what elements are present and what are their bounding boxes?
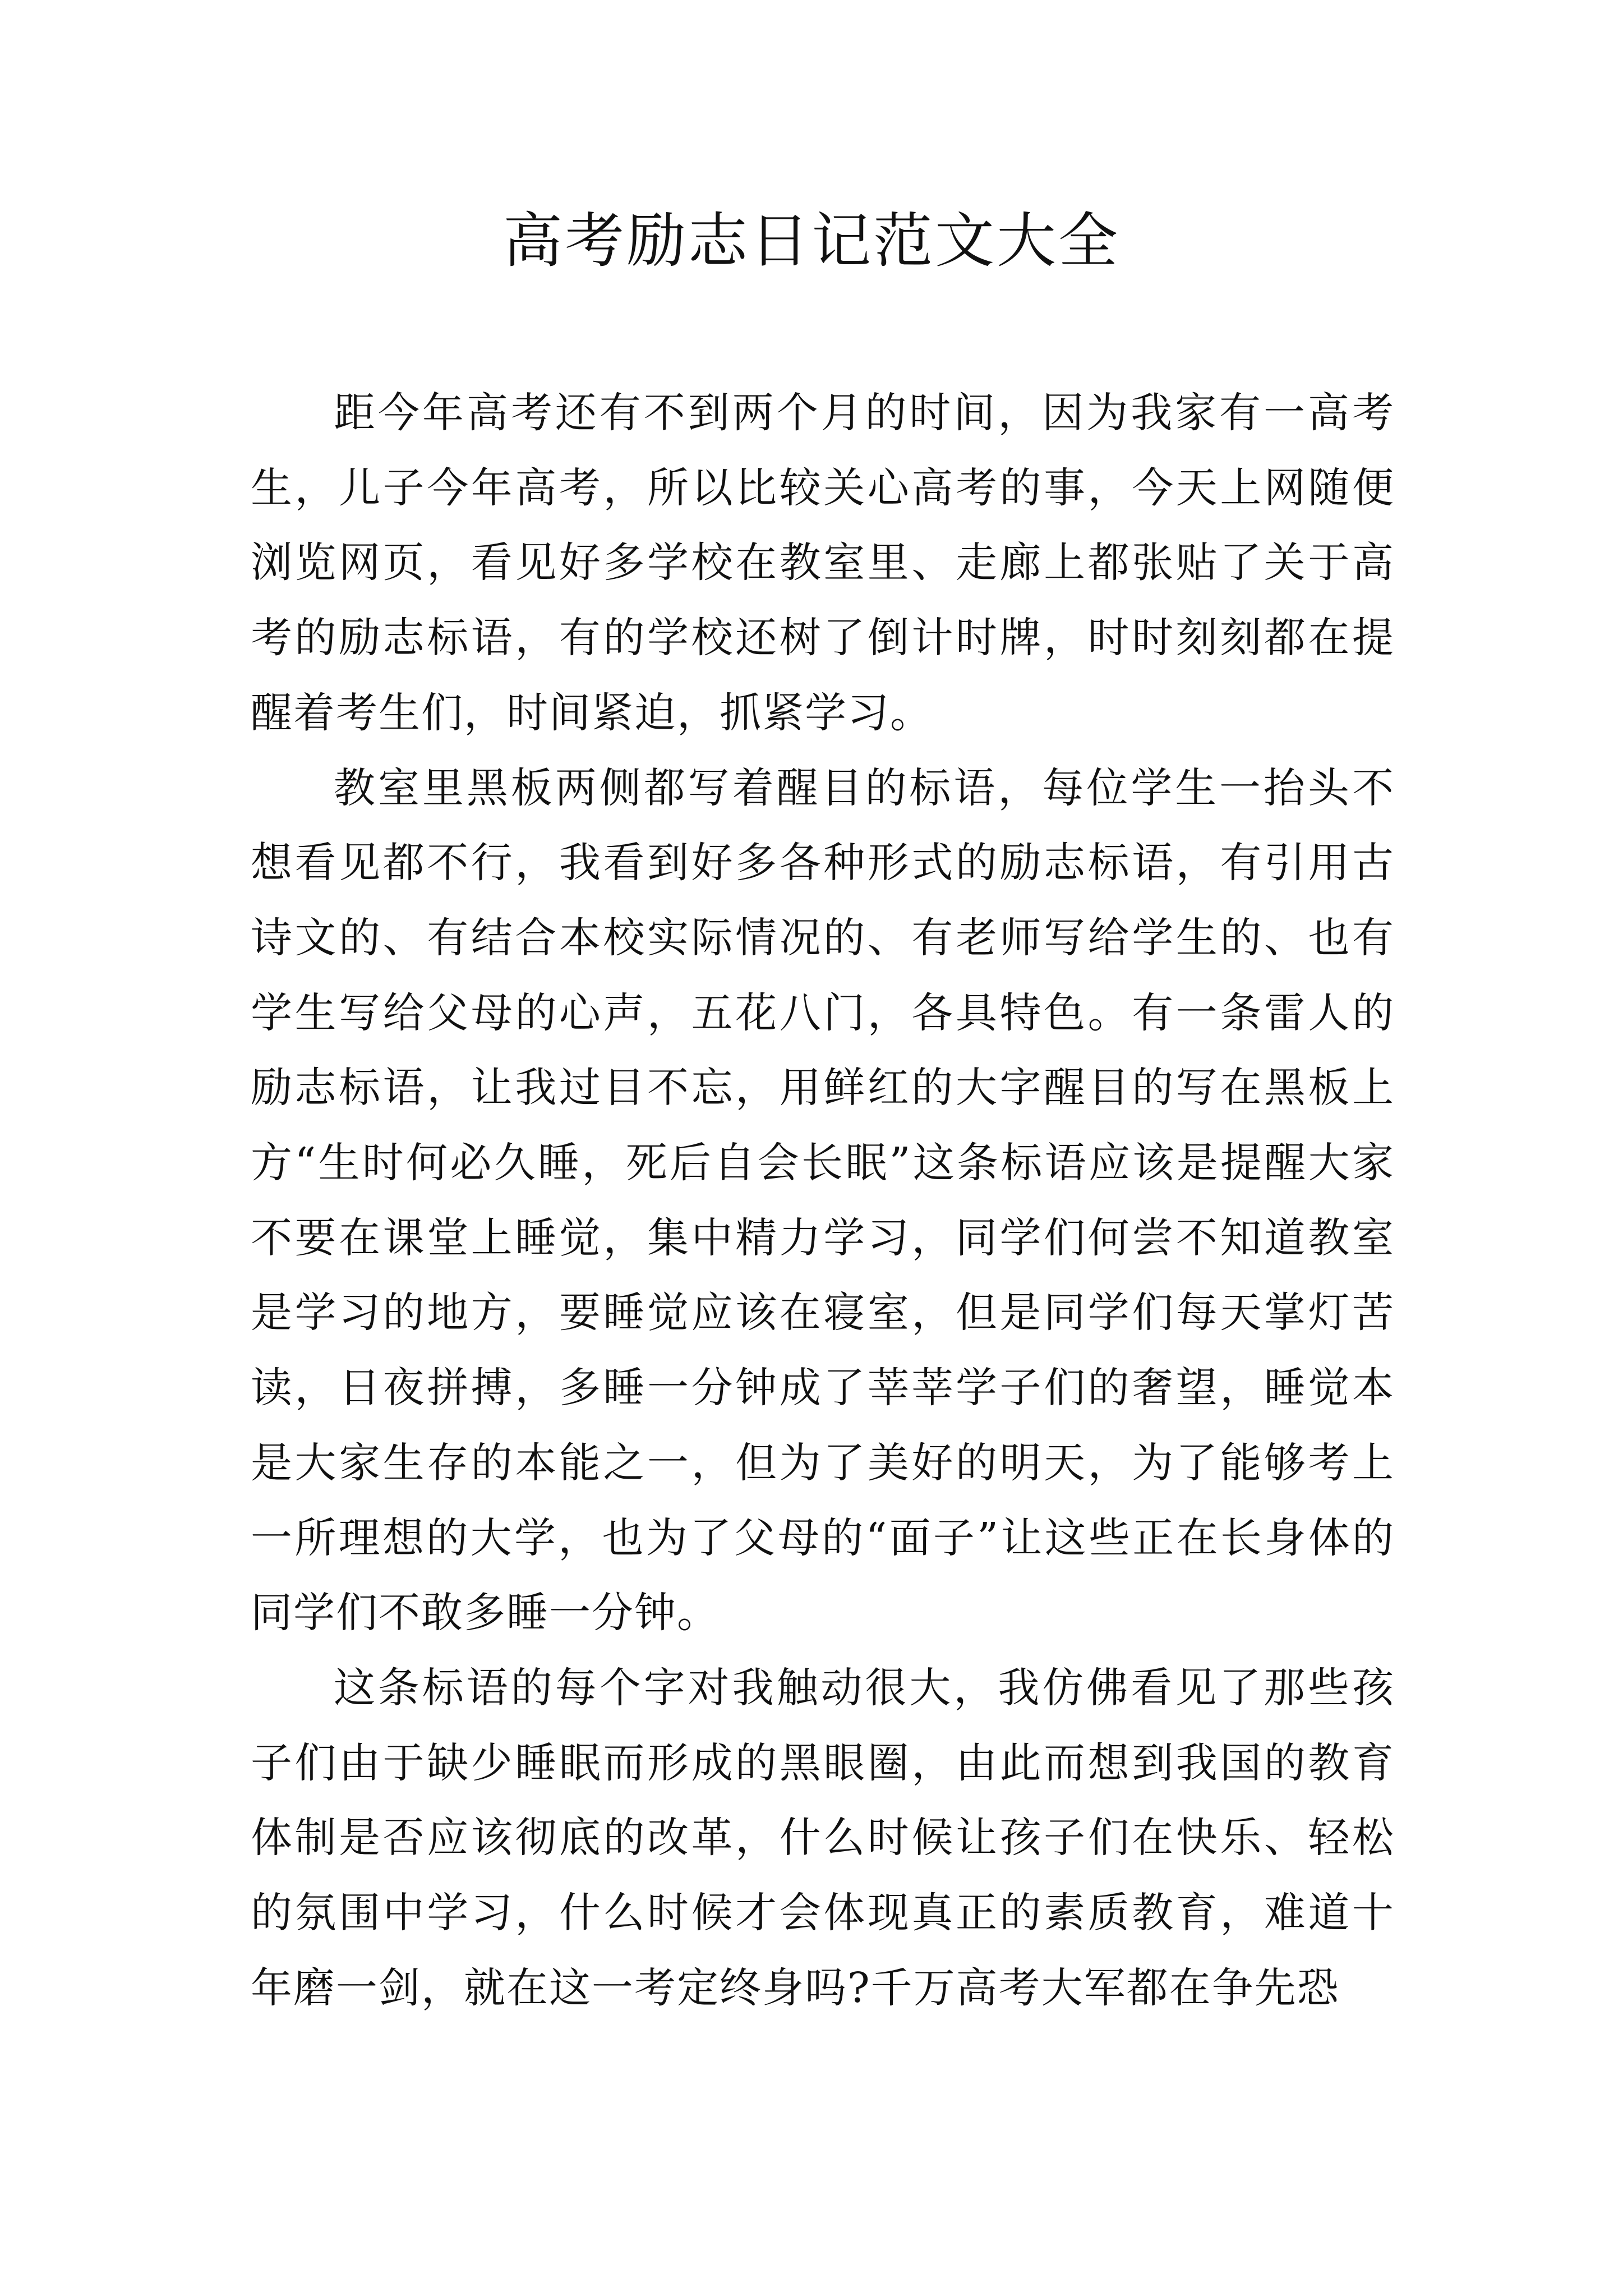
paragraph-3: 这条标语的每个字对我触动很大，我仿佛看见了那些孩子们由于缺少睡眠而形成的黑眼圈，由此而想到我国的教育体制是否应该彻底的改革，什么时候让孩子们在快乐、轻松的氛围中学习，什么时候才会体现真正的素质教育，难道十年磨一剑，就在这一考定终身吗?千万高考大军都在争先恐: [251, 1663, 1395, 2012]
document-body: [251, 376, 1395, 2026]
paragraph-2: 教室里黑板两侧都写着醒目的标语，每位学生一抬头不想看见都不行，我看到好多各种形式的励志标语，有引用古诗文的、有结合本校实际情况的、有老师写给学生的、也有学生写给父母的心声，五花八门，各具特色。有一条雷人的励志标语，让我过目不忘，用鲜红的大字醒目的写在黑板上方“生时何必久睡，死后自会长眠”这条标语应该是提醒大家不要在课堂上睡觉，集中精力学习，同学们何尝不知道教室是学习的地方，要睡觉应该在寝室，但是同学们每天掌灯苦读，日夜拼搏，多睡一分钟成了莘莘学子们的奢望，睡觉本是大家生存的本能之一，但为了美好的明天，为了能够考上一所理想的大学，也为了父母的“面子”让这些正在长身体的同学们不敢多睡一分钟。: [251, 763, 1395, 1637]
paragraph-1: 距今年高考还有不到两个月的时间，因为我家有一高考生，儿子今年高考，所以比较关心高考的事，今天上网随便浏览网页，看见好多学校在教室里、走廊上都张贴了关于高考的励志标语，有的学校还树了倒计时牌，时时刻刻都在提醒着考生们，时间紧迫，抓紧学习。: [251, 389, 1395, 737]
document-title: 高考励志日记范文大全: [503, 206, 1120, 275]
